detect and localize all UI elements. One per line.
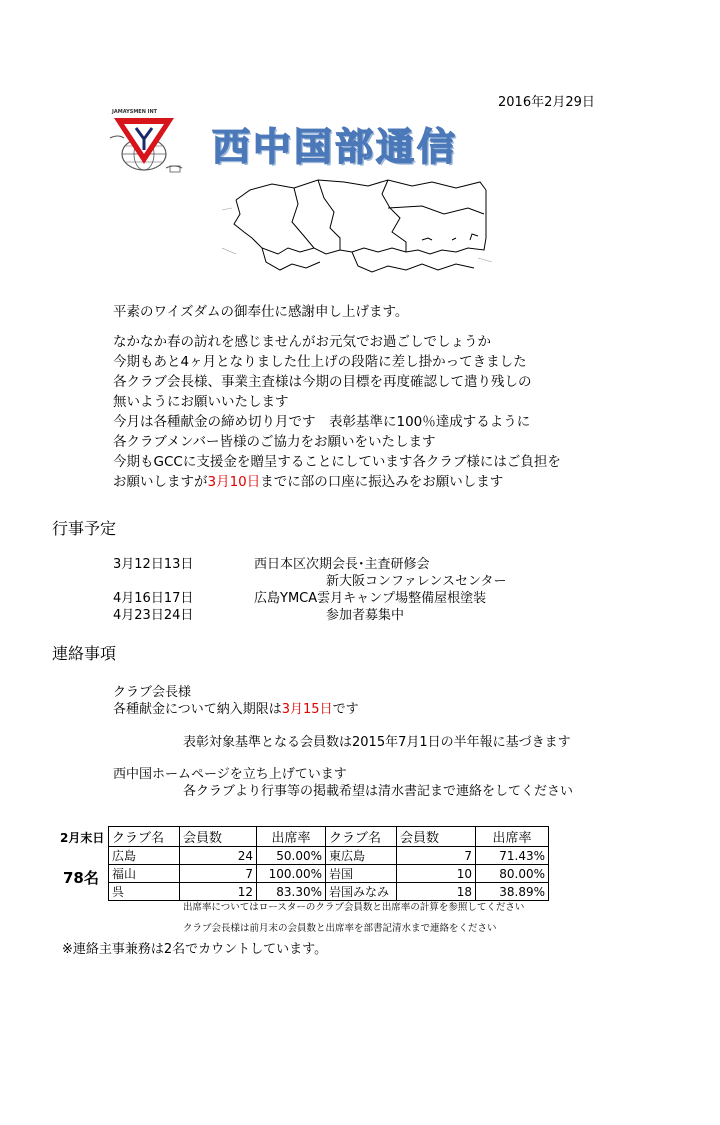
club-name: 東広島 xyxy=(326,847,397,865)
body-line-8 xyxy=(113,472,503,492)
table-row xyxy=(109,883,549,901)
body-line-1: なかなか春の訪れを感じませんがお元気でお過ごしでしょうか xyxy=(113,334,491,350)
member-count: 10 xyxy=(397,865,476,883)
logo-text: JAMAYSMEN INT xyxy=(112,109,158,115)
club-stats-table xyxy=(108,826,549,901)
donation-deadline-date: 3月15日 xyxy=(281,702,333,717)
event-3-title: 参加者募集中 xyxy=(326,608,405,623)
col-header-attendance-1: 出席率 xyxy=(257,827,326,847)
col-header-club-2: クラブ名 xyxy=(326,827,397,847)
event-1-date: 3月12日13日 xyxy=(113,557,194,572)
table-row xyxy=(109,847,549,865)
attendance-rate: 71.43% xyxy=(476,847,549,865)
club-name: 岩国みなみ xyxy=(326,883,397,901)
document-date: 2016年2月29日 xyxy=(498,95,595,110)
table-header-row xyxy=(109,827,549,847)
event-1-venue: 新大阪コンファレンスセンター xyxy=(326,574,507,589)
event-1-title: 西日本区次期会長･主査研修会 xyxy=(254,557,430,572)
body-line-8-before: お願いしますが xyxy=(113,474,208,490)
col-header-members-1: 会員数 xyxy=(180,827,257,847)
homepage-line-1: 西中国ホームページを立ち上げています xyxy=(113,767,347,782)
body-line-6: 各クラブメンバー皆様のご協力をお願いをいたします xyxy=(113,434,436,450)
stats-note-1: 出席率についてはロースターのクラブ会員数と出席率の計算を参照してください xyxy=(183,902,525,913)
member-count: 7 xyxy=(397,847,476,865)
member-count: 12 xyxy=(180,883,257,901)
member-count: 7 xyxy=(180,865,257,883)
stats-note-2: クラブ会長様は前月末の会員数と出席率を部書記清水まで連絡をください xyxy=(183,923,497,934)
event-2-title: 広島YMCA雲月キャンプ場整備屋根塗装 xyxy=(254,591,487,606)
club-presidents-label: クラブ会長様 xyxy=(113,685,192,700)
member-count: 18 xyxy=(397,883,476,901)
table-row xyxy=(109,865,549,883)
body-line-7: 今期もGCCに支援金を贈呈することにしています各クラブ様にはご負担を xyxy=(113,454,561,470)
club-name: 呉 xyxy=(109,883,180,901)
donation-deadline-line xyxy=(113,698,359,717)
attendance-rate: 100.00% xyxy=(257,865,326,883)
donation-deadline-before: 各種献金について納入期限は xyxy=(113,702,282,717)
donation-deadline-after: です xyxy=(332,702,359,717)
club-name: 広島 xyxy=(109,847,180,865)
attendance-rate: 50.00% xyxy=(257,847,326,865)
body-line-4: 無いようにお願いいたします xyxy=(113,394,289,410)
body-line-5: 今月は各種献金の締め切り月です 表彰基準に100％達成するように xyxy=(113,414,531,430)
club-name: 岩国 xyxy=(326,865,397,883)
attendance-rate: 83.30% xyxy=(257,883,326,901)
attendance-rate: 38.89% xyxy=(476,883,549,901)
body-line-2: 今期もあと4ヶ月となりました仕上げの段階に差し掛かってきました xyxy=(113,354,527,370)
homepage-line-2: 各クラブより行事等の掲載希望は清水書記まで連絡をしてください xyxy=(183,784,574,799)
member-count: 24 xyxy=(180,847,257,865)
col-header-attendance-2: 出席率 xyxy=(476,827,549,847)
col-header-members-2: 会員数 xyxy=(397,827,476,847)
event-2-date: 4月16日17日 xyxy=(113,591,194,606)
greeting-text: 平素のワイズダムの御奉仕に感謝申し上げます。 xyxy=(113,304,409,320)
footer-note: ※連絡主事兼務は2名でカウントしています。 xyxy=(62,942,328,957)
ymca-logo xyxy=(108,108,188,178)
attendance-rate: 80.00% xyxy=(476,865,549,883)
newsletter-title: 西中国部通信 xyxy=(212,125,459,169)
notices-heading: 連絡事項 xyxy=(52,644,117,663)
col-header-club-1: クラブ名 xyxy=(109,827,180,847)
event-3-date: 4月23日24日 xyxy=(113,608,194,623)
stats-total-members: 78名 xyxy=(63,869,99,887)
stats-period-label: 2月末日 xyxy=(60,831,105,845)
award-basis-text: 表彰対象基準となる会員数は2015年7月1日の半年報に基づきます xyxy=(183,735,571,750)
schedule-heading: 行事予定 xyxy=(52,519,117,538)
body-line-8-after: までに部の口座に振込みをお願いします xyxy=(260,474,504,490)
club-name: 福山 xyxy=(109,865,180,883)
region-map xyxy=(222,178,492,278)
body-line-3: 各クラブ会長様、事業主査様は今期の目標を再度確認して遣り残しの xyxy=(113,374,532,390)
payment-deadline: 3月10日 xyxy=(207,474,261,490)
